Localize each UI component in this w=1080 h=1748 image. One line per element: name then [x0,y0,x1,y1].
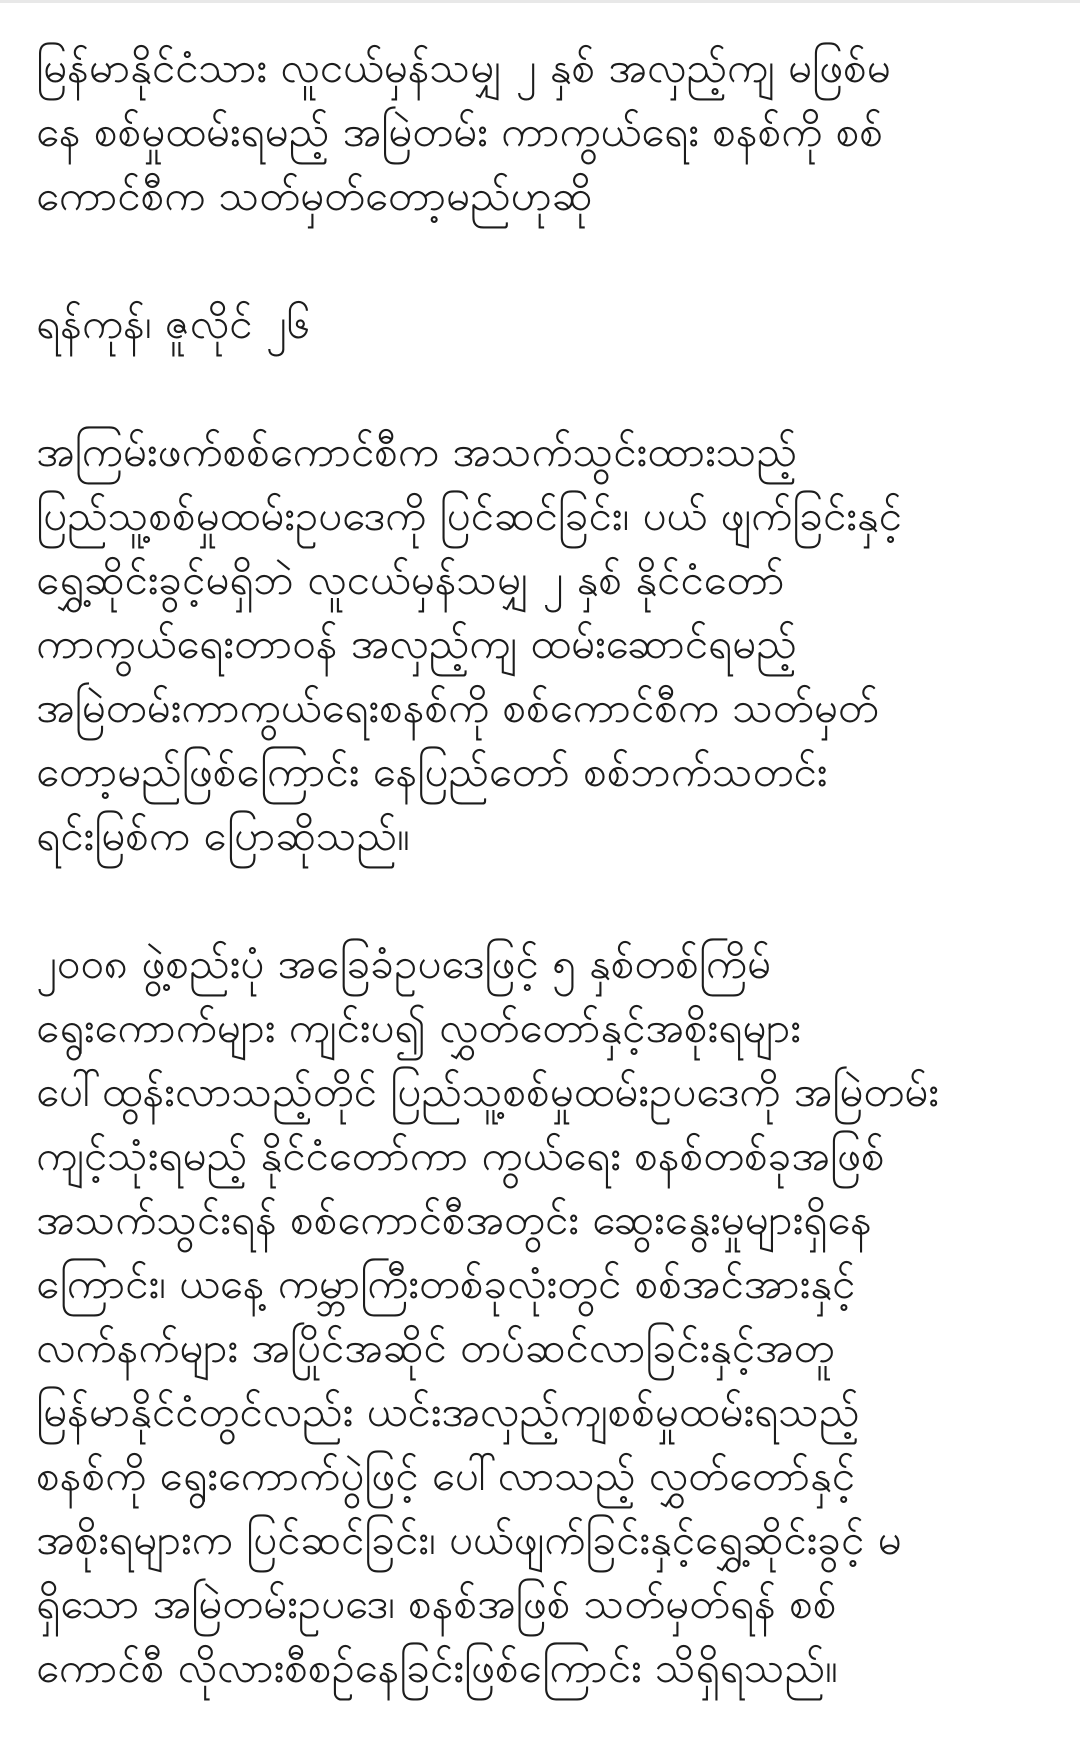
headline-line: နေ စစ်မှုထမ်းရမည့် အမြဲတမ်း ကာကွယ်ရေး စနစ်ကို စစ် [36,107,883,156]
headline-line: မြန်မာနိုင်ငံသား လူငယ်မှန်သမျှ ၂ နှစ် အလှည့်ကျ မဖြစ်မ [36,43,891,92]
paragraph-1 [36,420,1056,868]
dateline [36,292,1056,356]
dateline-text: ရန်ကုန်၊ ဇူလိုင် ၂၆ [36,299,310,348]
paragraph-line: ကာကွယ်ရေးတာဝန် အလှည့်ကျ ထမ်းဆောင်ရမည့် [36,619,797,668]
paragraph-line: အစိုးရများက ပြင်ဆင်ခြင်း၊ ပယ်ဖျက်ခြင်းနှင့်ရွှေ့ဆိုင်းခွင့် မ [36,1515,902,1564]
paragraph-line: အသက်သွင်းရန် စစ်ကောင်စီအတွင်း ဆွေးနွေးမှုများရှိနေ [36,1195,872,1244]
paragraph-line: စနစ်ကို ရွေးကောက်ပွဲဖြင့် ပေါ်လာသည့် လွှတ်တော်နှင့် [36,1451,855,1500]
paragraph-line: အမြဲတမ်းကာကွယ်ရေးစနစ်ကို စစ်ကောင်စီက သတ်မှတ် [36,683,879,732]
paragraph-line: ရွေးကောက်များ ကျင်းပ၍ လွှတ်တော်နှင့်အစိုးရများ [36,1003,801,1052]
paragraph-line: ကြောင်း၊ ယနေ့ ကမ္ဘာကြီးတစ်ခုလုံးတွင် စစ်အင်အားနှင့် [36,1259,856,1308]
paragraph-line: ရှိသော အမြဲတမ်းဥပဒေ၊ စနစ်အဖြစ် သတ်မှတ်ရန် စစ် [36,1579,837,1628]
headline [36,36,1056,228]
top-divider [0,0,1080,3]
article-body [36,36,1056,1700]
paragraph-line: ကျင့်သုံးရမည့် နိုင်ငံတော်ကာ ကွယ်ရေး စနစ်တစ်ခုအဖြစ် [36,1131,885,1180]
paragraph-line: ရင်းမြစ်က ပြောဆိုသည်။ [36,811,410,860]
paragraph-2 [36,932,1056,1700]
paragraph-line: မြန်မာနိုင်ငံတွင်လည်း ယင်းအလှည့်ကျစစ်မှုထမ်းရသည့် [36,1387,860,1436]
paragraph-line: လက်နက်များ အပြိုင်အဆိုင် တပ်ဆင်လာခြင်းနှင့်အတူ [36,1323,835,1372]
paragraph-line: ကောင်စီ လိုလားစီစဉ်နေခြင်းဖြစ်ကြောင်း သိရှိရသည်။ [36,1643,838,1692]
paragraph-line: အကြမ်းဖက်စစ်ကောင်စီက အသက်သွင်းထားသည့် [36,427,797,476]
paragraph-line: တော့မည်ဖြစ်ကြောင်း နေပြည်တော် စစ်ဘက်သတင်း [36,747,828,796]
paragraph-line: ပေါ်ထွန်းလာသည့်တိုင် ပြည်သူ့စစ်မှုထမ်းဥပဒေကို အမြဲတမ်း [36,1067,939,1116]
paragraph-line: ရွှေ့ဆိုင်းခွင့်မရှိဘဲ လူငယ်မှန်သမျှ ၂ နှစ် နိုင်ငံတော် [36,555,785,604]
paragraph-line: ၂၀၀၈ ဖွဲ့စည်းပုံ အခြေခံဥပဒေဖြင့် ၅ နှစ်တစ်ကြိမ် [36,939,771,988]
headline-line: ကောင်စီက သတ်မှတ်တော့မည်ဟုဆို [36,171,593,220]
paragraph-line: ပြည်သူ့စစ်မှုထမ်းဥပဒေကို ပြင်ဆင်ခြင်း၊ ပယ် ဖျက်ခြင်းနှင့် [36,491,902,540]
